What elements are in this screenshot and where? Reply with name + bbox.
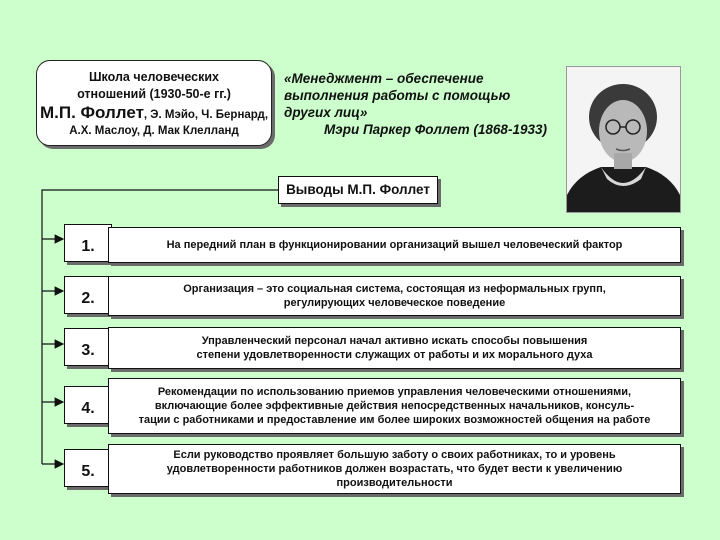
follett-name: М.П. Фоллет <box>39 103 144 122</box>
school-authors-rest: , Э. Мэйо, Ч. Бернард, <box>143 109 269 121</box>
quote-line-2: выполнения работы с помощью <box>284 88 511 103</box>
item-text-4: Рекомендации по использованию приемов управления человеческими отношениями, включающие более эффективные действия непосредственных начальников, консуль- тации с работниками и предоставление им более широких возможностей общения на работе <box>108 378 681 434</box>
item-text-3: Управленческий персонал начал активно искать способы повышения степени удовлетворенности служащих от работы и их морального духа <box>108 327 681 369</box>
item-number-5: 5. <box>64 449 112 487</box>
item-number-3: 3. <box>64 328 112 366</box>
item-text-1: На передний план в функционировании организаций вышел человеческий фактор <box>108 227 681 263</box>
school-authors-line2: А.Х. Маслоу, Д. Мак Клелланд <box>69 125 239 137</box>
item-number-4: 4. <box>64 386 112 424</box>
item-number-1: 1. <box>64 224 112 262</box>
school-title: Школа человеческих <box>88 70 219 84</box>
quote-line-3: других лиц» <box>284 105 368 120</box>
school-period: отношений (1930-50-е гг.) <box>77 87 231 101</box>
item-text-5: Если руководство проявляет большую заботу о своих работниках, то и уровень удовлетворенности работников должен возрастать, что будет вести к увеличению производительности <box>108 444 681 494</box>
item-number-2: 2. <box>64 276 112 314</box>
quote-author: Мэри Паркер Фоллет (1868-1933) <box>324 122 547 137</box>
quote-line-1: «Менеджмент – обеспечение <box>284 71 484 86</box>
item-text-2: Организация – это социальная система, состоящая из неформальных групп, регулирующих человеческое поведение <box>108 276 681 316</box>
conclusions-title: Выводы М.П. Фоллет <box>278 176 438 204</box>
